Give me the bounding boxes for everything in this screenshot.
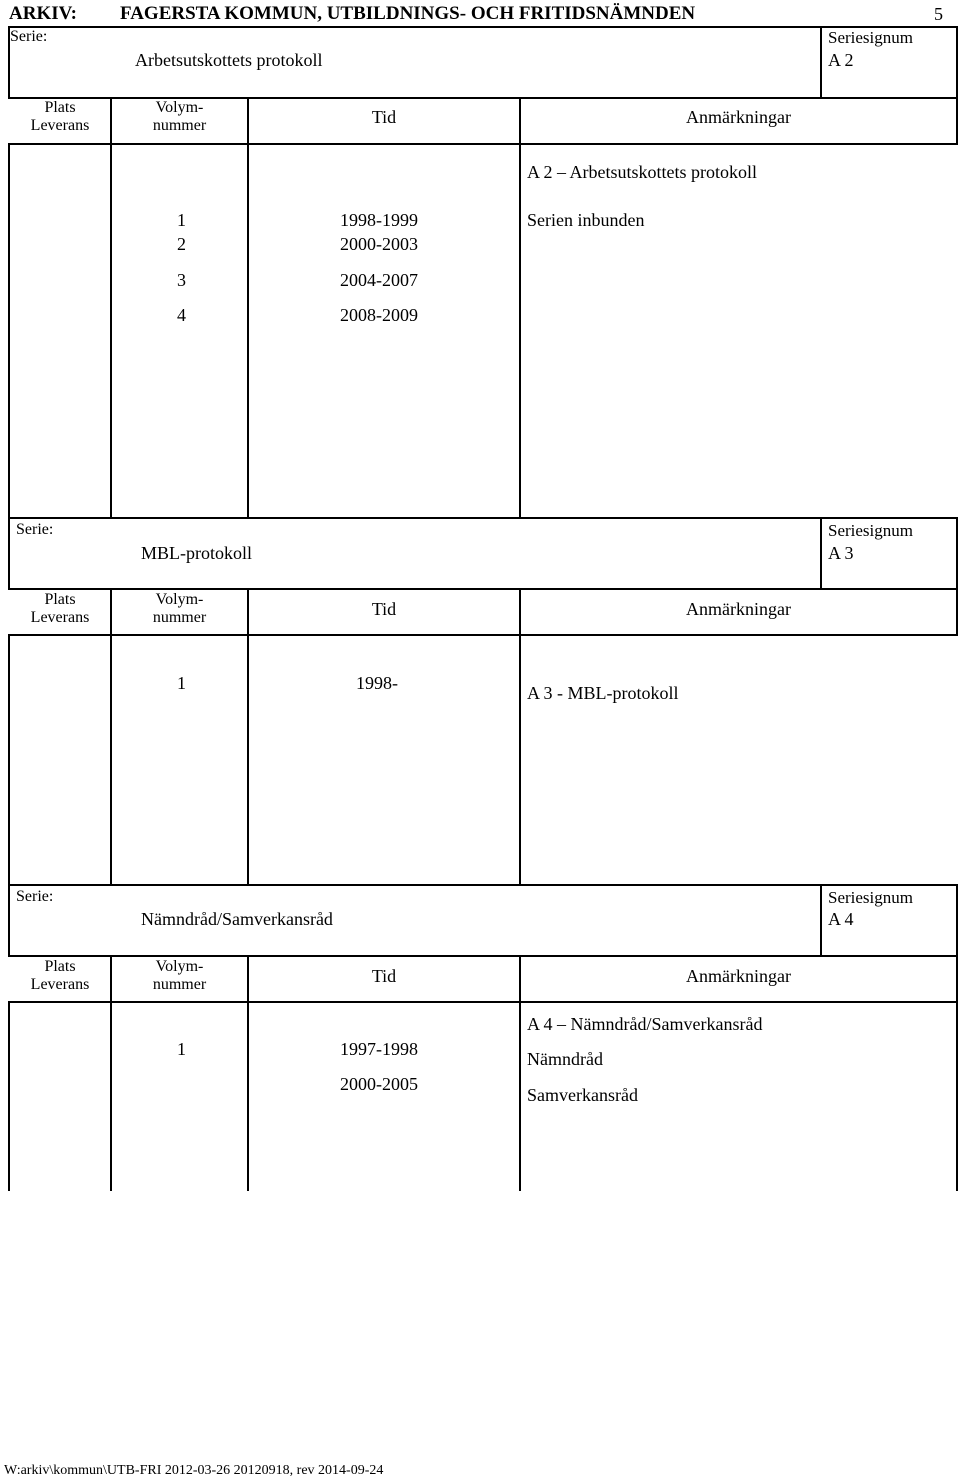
archive-name: FAGERSTA KOMMUN, UTBILDNINGS- OCH FRITIDSNÄMNDEN <box>120 3 696 24</box>
time-period: 2004-2007 <box>340 270 418 290</box>
column-header-plats <box>10 591 110 627</box>
column-header-text: Plats <box>44 591 76 608</box>
column-header-text: nummer <box>152 117 207 134</box>
rule <box>8 517 958 519</box>
rule <box>820 884 822 956</box>
volume-number: 4 <box>177 305 186 325</box>
rule <box>8 143 10 518</box>
serie-label: Serie: <box>16 888 54 905</box>
column-header-text: Volym- <box>155 958 204 975</box>
rule <box>110 588 112 885</box>
remark: Samverkansråd <box>527 1085 638 1105</box>
rule <box>8 884 10 956</box>
time-period: 1997-1998 <box>340 1039 418 1059</box>
column-header-anmarkningar: Anmärkningar <box>686 599 791 619</box>
volume-number: 1 <box>177 210 186 230</box>
series-title: Nämndråd/Samverkansråd <box>141 909 333 929</box>
rule <box>8 588 958 590</box>
time-period: 1998- <box>356 673 398 693</box>
rule <box>8 634 10 885</box>
rule <box>519 97 521 518</box>
page-number: 5 <box>934 4 943 24</box>
column-header-volym <box>112 591 247 627</box>
rule <box>519 588 521 885</box>
serie-label: Serie: <box>16 521 54 538</box>
rule <box>8 143 958 145</box>
seriesignum-value: A 4 <box>828 909 854 929</box>
rule <box>519 955 521 1191</box>
column-header-plats <box>10 99 110 135</box>
volume-number: 1 <box>177 673 186 693</box>
seriesignum-value: A 3 <box>828 543 854 563</box>
rule <box>8 884 958 886</box>
series-title: MBL-protokoll <box>141 543 252 563</box>
remark: A 2 – Arbetsutskottets protokoll <box>527 162 758 182</box>
column-header-anmarkningar: Anmärkningar <box>686 966 791 986</box>
series-title: Arbetsutskottets protokoll <box>135 50 323 70</box>
column-header-text: Volym- <box>155 591 204 608</box>
rule <box>956 517 958 635</box>
serie-label: Serie: <box>10 28 48 45</box>
column-header-text: Volym- <box>155 99 204 116</box>
rule <box>956 884 958 1002</box>
rule <box>956 26 958 144</box>
footer-file-path: W:arkiv\kommun\UTB-FRI 2012-03-26 20120918, rev 2014-09-24 <box>4 1463 384 1478</box>
time-period: 2000-2005 <box>340 1074 418 1094</box>
time-period: 1998-1999 <box>340 210 418 230</box>
time-period: 2000-2003 <box>340 234 418 254</box>
seriesignum-label: Seriesignum <box>828 28 913 47</box>
column-header-text: nummer <box>152 609 207 626</box>
rule <box>820 517 822 589</box>
volume-number: 3 <box>177 270 186 290</box>
time-period: 2008-2009 <box>340 305 418 325</box>
rule <box>247 588 249 885</box>
rule <box>110 97 112 518</box>
column-header-text: Plats <box>44 958 76 975</box>
column-header-volym <box>112 958 247 994</box>
seriesignum-label: Seriesignum <box>828 888 913 907</box>
rule <box>8 1001 958 1003</box>
rule <box>8 1001 10 1191</box>
volume-number: 1 <box>177 1039 186 1059</box>
rule <box>247 955 249 1191</box>
rule <box>8 955 958 957</box>
remark: A 3 - MBL-protokoll <box>527 683 679 703</box>
volume-number: 2 <box>177 234 186 254</box>
rule <box>820 26 822 98</box>
archive-label: ARKIV: <box>9 3 77 24</box>
column-header-anmarkningar: Anmärkningar <box>686 107 791 127</box>
column-header-tid: Tid <box>371 107 397 127</box>
rule <box>8 634 958 636</box>
column-header-plats <box>10 958 110 994</box>
column-header-tid: Tid <box>371 599 397 619</box>
column-header-text: Leverans <box>30 117 90 134</box>
column-header-text: Leverans <box>30 609 90 626</box>
remark: Nämndråd <box>527 1049 603 1069</box>
column-header-text: nummer <box>152 976 207 993</box>
rule <box>8 517 10 589</box>
remark: A 4 – Nämndråd/Samverkansråd <box>527 1014 763 1034</box>
rule <box>247 97 249 518</box>
column-header-text: Plats <box>44 99 76 116</box>
column-header-text: Leverans <box>30 976 90 993</box>
column-header-volym <box>112 99 247 135</box>
seriesignum-label: Seriesignum <box>828 521 913 540</box>
remark: Serien inbunden <box>527 210 645 230</box>
rule <box>8 26 958 28</box>
column-header-tid: Tid <box>371 966 397 986</box>
seriesignum-value: A 2 <box>828 50 854 70</box>
rule <box>956 1001 958 1191</box>
